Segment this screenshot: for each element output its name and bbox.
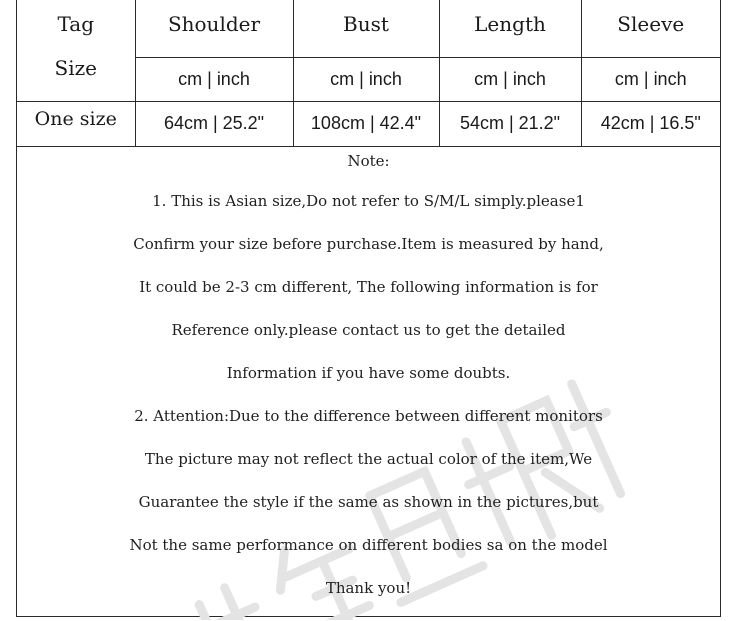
shoulder-unit: cm | inch [135, 57, 293, 101]
bust-unit: cm | inch [293, 57, 439, 101]
shoulder-value: 64cm | 25.2" [135, 101, 293, 146]
sleeve-header: Sleeve [581, 0, 720, 57]
table-header-row [17, 0, 720, 57]
note-thank-you: Thank you! [325, 579, 412, 597]
note-line: Confirm your size before purchase.Item is measured by hand, [133, 235, 604, 253]
length-header: Length [439, 0, 581, 57]
size-chart-sheet [16, 0, 721, 617]
note-line: Not the same performance on different bodies sa on the model [129, 536, 608, 554]
bust-header: Bust [293, 0, 439, 57]
table-row [17, 101, 720, 146]
note-line: Guarantee the style if the same as shown in the pictures,but [138, 493, 599, 511]
note-line: The picture may not reflect the actual color of the item,We [144, 450, 593, 468]
note-line: 1. This is Asian size,Do not refer to S/M/L simply.please1 [152, 192, 585, 210]
size-table [17, 0, 720, 147]
note-line: It could be 2-3 cm different, The following information is for [139, 278, 598, 296]
shoulder-header: Shoulder [135, 0, 293, 57]
length-unit: cm | inch [439, 57, 581, 101]
size-label: Size [54, 56, 97, 80]
row-size-label: One size [17, 101, 135, 146]
notes-section [17, 146, 720, 616]
notes-title: Note: [347, 152, 390, 170]
tag-label: Tag [57, 12, 94, 36]
length-value: 54cm | 21.2" [439, 101, 581, 146]
note-line: Information if you have some doubts. [226, 364, 511, 382]
sleeve-value: 42cm | 16.5" [581, 101, 720, 146]
sleeve-unit: cm | inch [581, 57, 720, 101]
note-line: Reference only.please contact us to get the detailed [171, 321, 566, 339]
bust-value: 108cm | 42.4" [293, 101, 439, 146]
tag-size-header-cell [17, 0, 135, 101]
note-line: 2. Attention:Due to the difference between different monitors [134, 407, 603, 425]
